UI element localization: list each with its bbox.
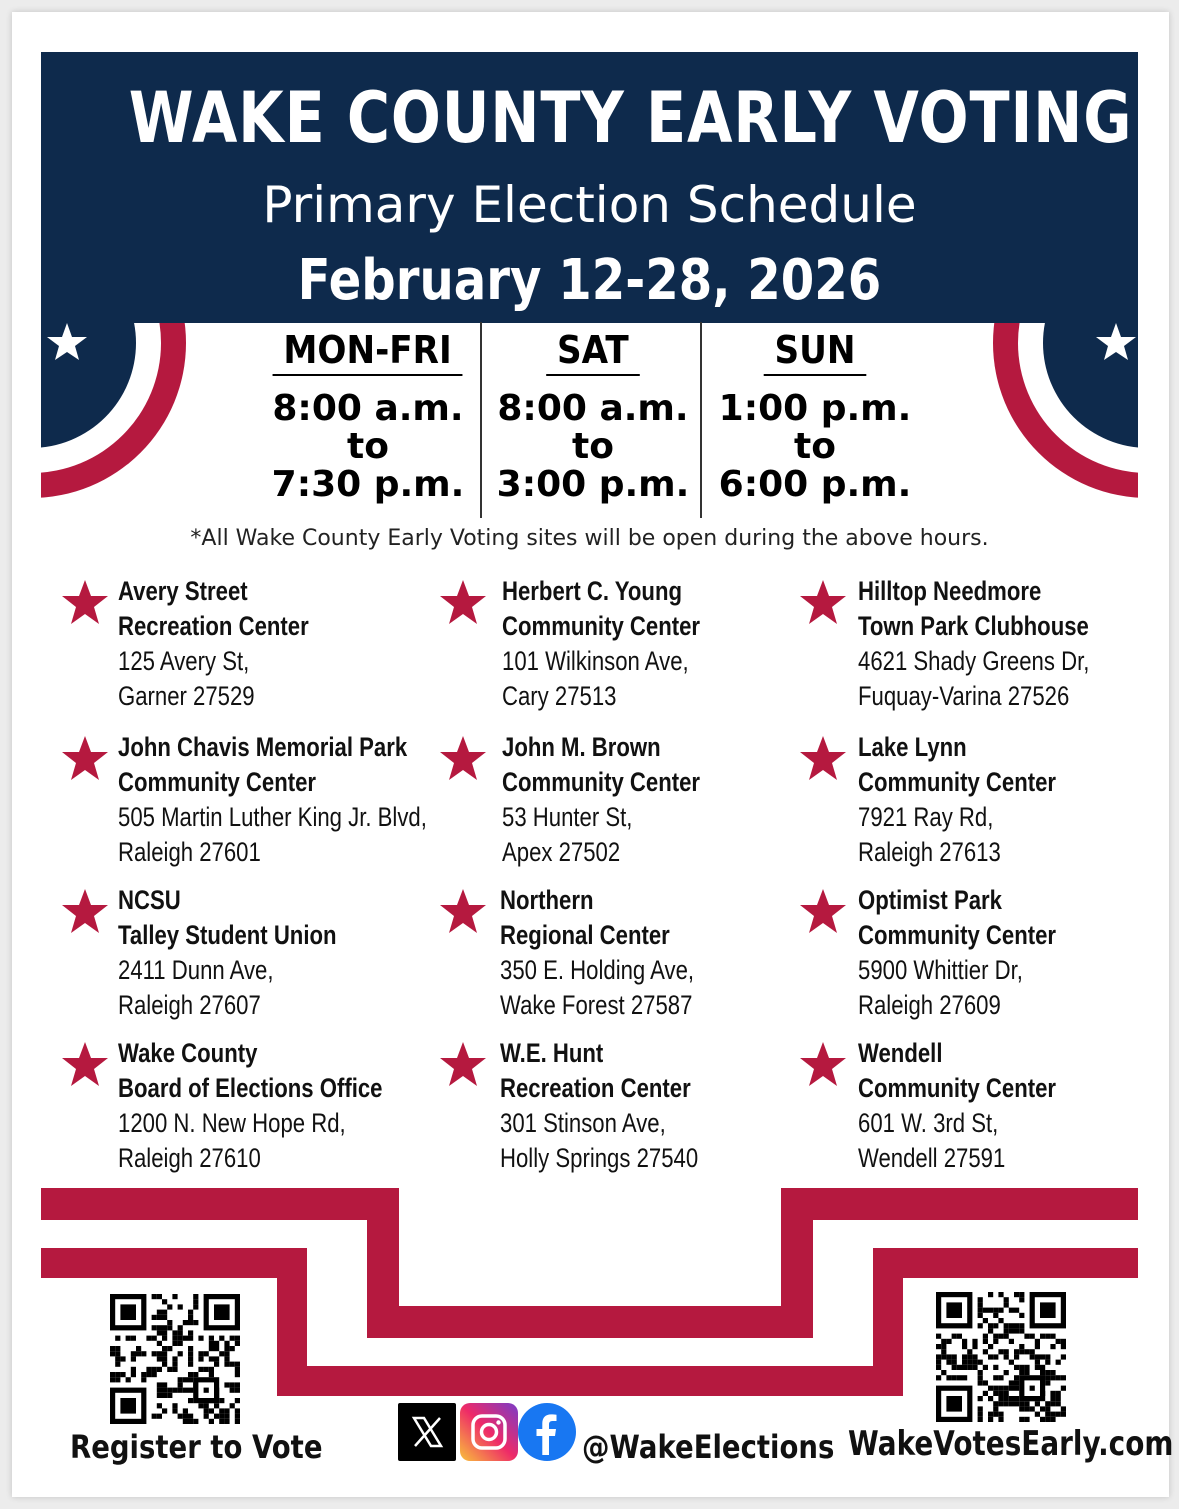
star-icon [438, 887, 488, 937]
website-link[interactable]: WakeVotesEarly.com [848, 1424, 1174, 1464]
star-icon [60, 734, 110, 784]
facebook-icon[interactable] [518, 1403, 576, 1461]
date-range: February 12-28, 2026 [297, 248, 882, 313]
star-icon [798, 887, 848, 937]
page-title: WAKE COUNTY EARLY VOTING [128, 77, 1133, 159]
x-logo-icon[interactable] [398, 1403, 456, 1461]
divider [480, 322, 482, 518]
social-handle[interactable]: @WakeElections [582, 1428, 835, 1466]
left-bunting-decoration [41, 323, 191, 513]
star-icon [60, 578, 110, 628]
divider [700, 322, 702, 518]
star-icon [798, 578, 848, 628]
page-subtitle: Primary Election Schedule [262, 176, 917, 234]
right-bunting-decoration [986, 323, 1138, 513]
hours-note: *All Wake County Early Voting sites will be open during the above hours. [190, 526, 989, 551]
star-icon [60, 1040, 110, 1090]
qr-code-icon[interactable] [110, 1294, 240, 1424]
header-banner [41, 52, 1138, 323]
star-icon [438, 1040, 488, 1090]
register-to-vote-label[interactable]: Register to Vote [70, 1428, 323, 1466]
star-icon [60, 887, 110, 937]
hours-mon-fri: MON-FRI 8:00 a.m. to 7:30 p.m. [271, 328, 465, 505]
star-icon [438, 578, 488, 628]
qr-code-icon[interactable] [936, 1292, 1066, 1422]
hours-saturday: SAT 8:00 a.m. to 3:00 p.m. [496, 328, 690, 505]
instagram-icon[interactable] [460, 1403, 518, 1461]
hours-sunday: SUN 1:00 p.m. to 6:00 p.m. [718, 328, 912, 505]
star-icon [798, 1040, 848, 1090]
star-icon [438, 734, 488, 784]
star-icon [798, 734, 848, 784]
